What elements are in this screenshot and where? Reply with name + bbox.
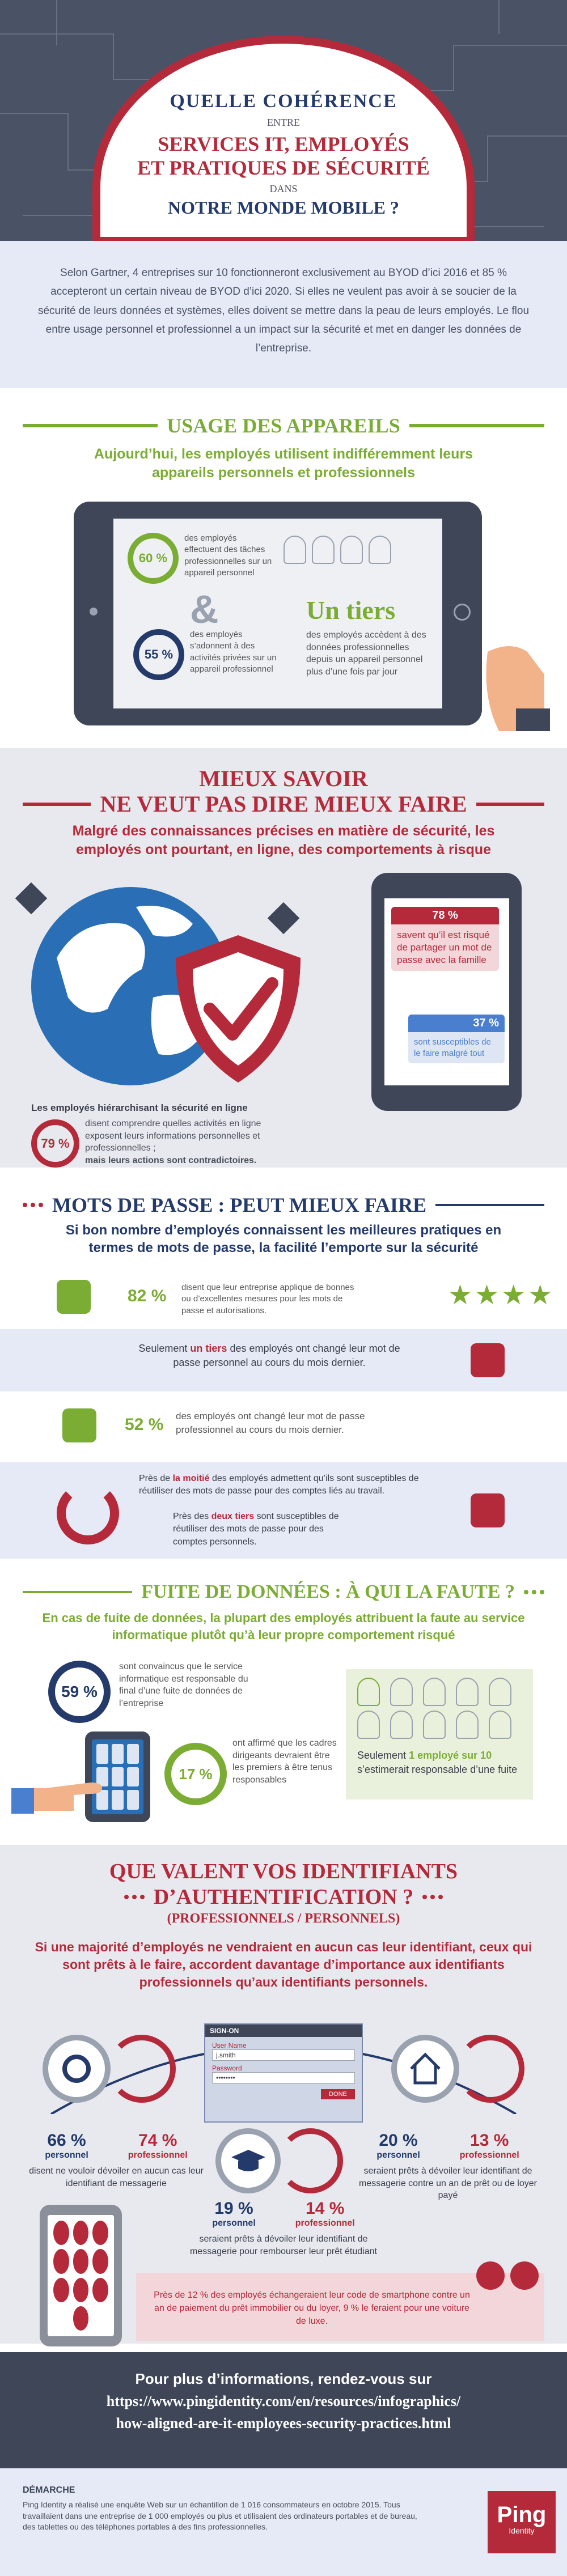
mieux-title1: MIEUX SAVOIR — [199, 766, 368, 791]
login-user-label: User Name — [212, 2042, 247, 2049]
ident-stat-a: 66 % personnel 74 % professionnel disent ne vouloir dévoiler en aucun cas leur identifiant de messagerie — [23, 2131, 210, 2189]
mdp-title: MOTS DE PASSE : PEUT MIEUX FAIRE — [52, 1194, 427, 1216]
footer-cta — [0, 2352, 567, 2468]
usage-ampersand: & — [190, 587, 219, 631]
mieux-text: disent comprendre quelles activités en ligne exposent leurs informations personnelles et professionnelles ; mais leurs actions sont contradictoires. — [85, 1119, 261, 1165]
house-icon — [408, 2052, 442, 2086]
person-icon — [340, 536, 363, 564]
thumbs-up-icon — [57, 1280, 91, 1314]
ident-title3: (PROFESSIONNELS / PERSONNELS) — [167, 1911, 400, 1926]
person-icon — [456, 1711, 479, 1739]
bubble2-pct: 37 % — [408, 1015, 505, 1032]
fuite-box-text: Seulement 1 employé sur 10 s’estimerait responsable d’une fuite — [357, 1750, 518, 1776]
fuite-stat2-text: ont affirmé que les cadres dirigeants devraient être les premiers à être tenus responsables — [232, 1738, 337, 1785]
login-header: SIGN-ON — [205, 2025, 362, 2037]
hand-pointing-icon — [11, 1766, 113, 1817]
ident-title1: QUE VALENT VOS IDENTIFIANTS — [109, 1860, 458, 1883]
login-user-field[interactable]: j.smith — [212, 2049, 355, 2061]
ident-stat-c: 19 % personnel 14 % professionnel seraient prêts à dévoiler leur identifiant de messagerie pour rembourser leur prêt étudiant — [181, 2199, 386, 2257]
chat-bubble-37 — [408, 1015, 505, 1063]
key-icon-ring — [108, 2035, 176, 2103]
person-icon — [456, 1678, 479, 1706]
tablet-camera — [90, 608, 98, 616]
usage-60-ring: 60 % — [128, 533, 179, 584]
method-text: Ping Identity a réalisé une enquête Web sur un échantillon de 1 016 consommateurs en octobre 2015. Tous travaillaient dans une entreprise de 1 000 employés ou plus et utilisaient des ordinateurs portables et de bureau, des tablettes ou des téléphones portables à des fins professionnelles. — [23, 2500, 417, 2532]
mdp-row3-pct: 52 % — [125, 1415, 164, 1434]
bubble1-pct: 78 % — [391, 907, 499, 924]
key-icon — [62, 2055, 91, 2083]
mdp-subtitle: Si bon nombre d’employés connaissent les meilleures pratiques en termes de mots de passe, la facilité l’emporte sur la sécurité — [65, 1223, 502, 1256]
title-dots — [422, 1895, 443, 1899]
fuite-59-ring: 59 % — [48, 1661, 111, 1723]
c-text: seraient prêts à dévoiler leur identifiant de messagerie pour rembourser leur prêt étudiant — [190, 2234, 377, 2256]
ident-title-row — [23, 1885, 544, 1909]
person-icon — [284, 536, 306, 564]
usage-title-row — [23, 414, 544, 438]
key-icon-circle — [43, 2035, 111, 2103]
a-text: disent ne vouloir dévoiler en aucun cas leur identifiant de messagerie — [29, 2166, 204, 2188]
title-line4: NOTRE MONDE MOBILE ? — [167, 197, 400, 218]
title-dots — [524, 1590, 544, 1594]
shield-check-icon — [170, 930, 306, 1088]
mieux-subtitle: Malgré des connaissances précises en matière de sécurité, les employés ont pourtant, en ligne, des comportements à risque — [72, 823, 495, 858]
c-pct2: 14 % — [306, 2199, 345, 2218]
person-icon — [312, 536, 335, 564]
fuite-subtitle: En cas de fuite de données, la plupart des employés attribuent la faute au service informatique plutôt qu’à leur propre comportement risqué — [42, 1611, 525, 1642]
b-text: seraient prêts à dévoiler leur identifiant de messagerie contre un an de prêt ou de loyer payé — [359, 2166, 537, 2201]
person-icon — [489, 1711, 511, 1739]
fuite-title: FUITE DE DONNÉES : À QUI LA FAUTE ? — [141, 1581, 515, 1602]
hand-holding-tablet — [476, 629, 550, 731]
person-icon — [390, 1678, 413, 1706]
login-done-button[interactable]: DONE — [321, 2089, 355, 2099]
person-icon — [489, 1678, 511, 1706]
ident-title2: D’AUTHENTIFICATION ? — [153, 1885, 414, 1909]
intro-text: Selon Gartner, 4 entreprises sur 10 fonctionneront exclusivement au BYOD d’ici 2016 et 85 % accepteront un certain niveau de BYOD d’ici 2020. Si elles ne veulent pas avoir à se soucier de la sécurité de leurs données et systèmes, elles doivent se mettre dans la peau de leurs employés. Le flou entre usage personnel et professionnel a un impact sur la sécurité et met en danger les données de l’entreprise. — [37, 267, 530, 354]
cta-url-line1[interactable]: https://www.pingidentity.com/en/resources/infographics/ — [106, 2393, 461, 2409]
title-line3: ET PRATIQUES DE SÉCURITÉ — [137, 156, 430, 179]
login-pass-field[interactable]: •••••••• — [212, 2072, 355, 2083]
ident-note-box — [136, 2273, 544, 2341]
thumbs-down-icon — [471, 1493, 505, 1527]
ident-subtitle: Si une majorité d’employés ne vendraient en aucun cas leur identifiant, ceux qui sont prêts à le faire, accordent davantage d’importance aux identifiants professionnels qu’aux identifiants personnels. — [35, 1940, 532, 1990]
mieux-title2: NE VEUT PAS DIRE MIEUX FAIRE — [100, 791, 467, 817]
ident-note: Près de 12 % des employés échangeraient leur code de smartphone contre un an de paiement du prêt immobilier ou du loyer, 9 % le feraient pour une voiture de luxe. — [154, 2290, 470, 2327]
mieux-lead: Les employés hiérarchisant la sécurité en ligne — [31, 1102, 248, 1113]
person-icon — [357, 1678, 380, 1706]
fuite-stat1-text: sont convaincus que le service informatique est responsable du final d’une fuite de données de l’entreprise — [119, 1662, 248, 1708]
mdp-row1 — [0, 1270, 567, 1326]
usage-55-ring: 55 % — [133, 629, 184, 680]
bubble2-text: sont susceptibles de le faire malgré tout — [414, 1037, 491, 1058]
footer-method — [0, 2468, 567, 2576]
house-icon-ring — [456, 2035, 524, 2103]
graduation-icon-ring — [278, 2128, 343, 2193]
title-line1: QUELLE COHÉRENCE — [170, 91, 397, 112]
mieux-title-row — [23, 791, 544, 817]
cta-line1: Pour plus d’informations, rendez-vous sur — [135, 2370, 432, 2387]
fuite-box — [346, 1669, 533, 1800]
person-icon — [357, 1711, 380, 1739]
usage-tiers-big: Un tiers — [306, 596, 396, 625]
person-icon — [423, 1711, 446, 1739]
ping-identity-logo: Ping Identity — [488, 2491, 556, 2553]
c-pct1: 19 % — [214, 2199, 253, 2218]
b-pct2: 13 % — [470, 2131, 509, 2150]
title-dans: DANS — [269, 183, 298, 194]
usage-stat2-text: des employés s’adonnent à des activités privées sur un appareil professionnel — [190, 630, 277, 674]
usage-stat1-text: des employés effectuent des tâches professionnelles sur un appareil personnel — [184, 533, 272, 578]
person-icon — [423, 1678, 446, 1706]
a-pct2: 74 % — [138, 2131, 177, 2150]
usage-subtitle: Aujourd’hui, les employés utilisent indifféremment leurs appareils personnels et professionnels — [94, 446, 473, 481]
people-icons — [284, 536, 391, 564]
fuite-title-row — [23, 1581, 544, 1603]
graduation-cap-icon — [231, 2147, 265, 2175]
phone-keypad-red — [40, 2205, 122, 2346]
rating-stars-icon: ★★★★ — [448, 1280, 555, 1310]
mdp-row45 — [0, 1462, 567, 1559]
mdp-row1-text: disent que leur entreprise applique de bonnes ou d’excellentes mesures pour les mots de passe et autorisations. — [181, 1283, 354, 1315]
thumbs-up-icon — [62, 1408, 96, 1442]
title-entre: ENTRE — [267, 117, 300, 128]
people-grid — [357, 1678, 511, 1739]
mdp-row2 — [0, 1329, 567, 1391]
title-line2: SERVICES IT, EMPLOYÉS — [158, 133, 409, 155]
house-badge-icon — [476, 2261, 505, 2290]
thumbs-down-icon — [471, 1343, 505, 1377]
intro-band — [0, 241, 567, 388]
cta-url-line2[interactable]: how-aligned-are-it-employees-security-practices.html — [116, 2415, 451, 2431]
mieux-text-bold: mais leurs actions sont contradictoires. — [85, 1155, 257, 1165]
title-dots — [23, 1203, 43, 1207]
chat-bubble-78 — [391, 907, 499, 971]
mdp-row1-pct: 82 % — [128, 1287, 167, 1305]
mdp-row3-text: des employés ont changé leur mot de passe professionnel au cours du mois dernier. — [176, 1411, 365, 1435]
mdp-row5-text: Près des deux tiers sont susceptibles de réutiliser des mots de passe pour des comptes personnels. — [173, 1512, 339, 1547]
person-icon — [369, 536, 391, 564]
mdp-row4-text: Près de la moitié des employés admettent qu’ils sont susceptibles de réutiliser des mots de passe pour des comptes liés au travail. — [139, 1474, 419, 1496]
mdp-row2-text: Seulement un tiers des employés ont changé leur mot de passe personnel au cours du mois dernier. — [138, 1343, 400, 1369]
person-icon — [390, 1711, 413, 1739]
login-pass-label: Password — [212, 2064, 242, 2072]
mdp-title-row — [23, 1193, 544, 1217]
graduation-icon-circle — [215, 2128, 281, 2193]
title-dots — [124, 1895, 145, 1899]
login-window — [204, 2023, 363, 2123]
bubble1-text: savent qu’il est risqué de partager un mot de passe avec la famille — [397, 930, 492, 966]
car-badge-icon — [510, 2261, 539, 2290]
house-icon-circle — [391, 2035, 459, 2103]
usage-tiers-text: des employés accèdent à des données professionnelles depuis un appareil personnel plus d’une fois par jour — [306, 630, 426, 677]
method-title: DÉMARCHE — [23, 2485, 75, 2495]
ident-stat-b: 20 % personnel 13 % professionnel seraient prêts à dévoiler leur identifiant de messagerie contre un an de prêt ou de loyer payé — [352, 2131, 544, 2202]
tablet-home-button — [454, 604, 471, 621]
mdp-row3 — [0, 1397, 567, 1454]
usage-title: USAGE DES APPAREILS — [167, 414, 400, 437]
fuite-17-ring: 17 % — [164, 1743, 227, 1805]
recycle-icon — [57, 1482, 119, 1544]
b-pct1: 20 % — [379, 2131, 418, 2150]
mieux-79-ring: 79 % — [31, 1119, 79, 1168]
a-pct1: 66 % — [47, 2131, 86, 2150]
